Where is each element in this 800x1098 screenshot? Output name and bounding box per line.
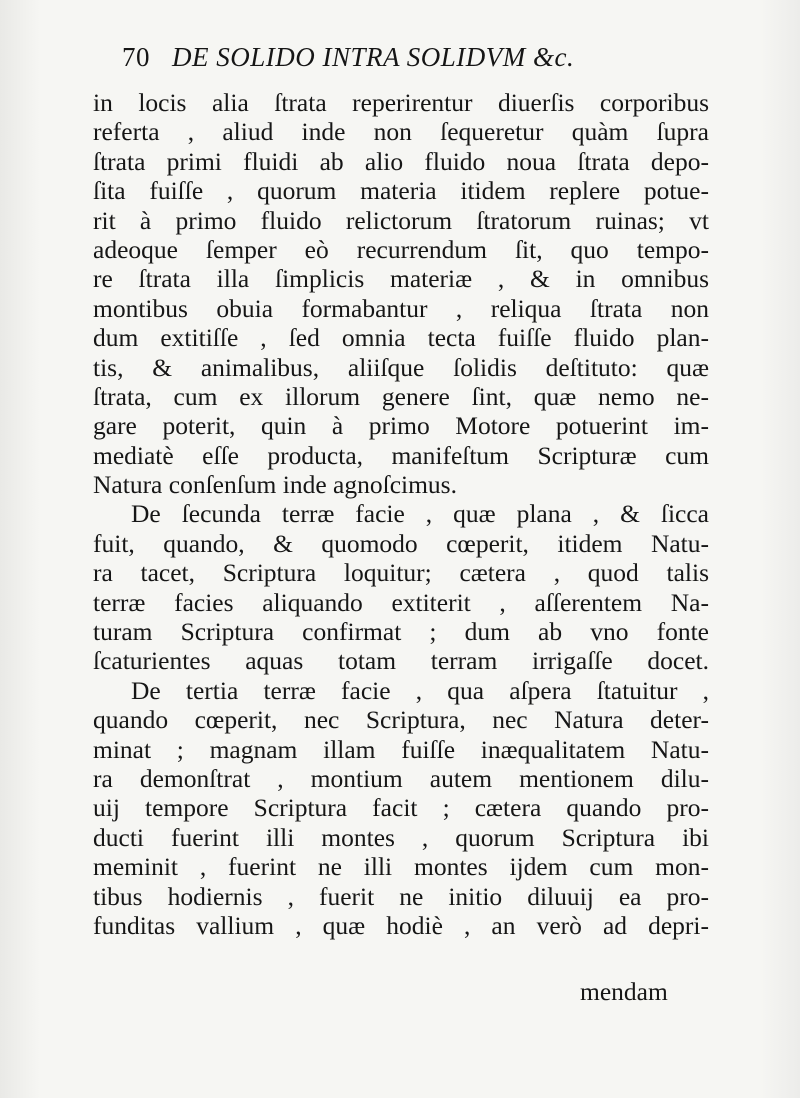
text-line: tis, & animalibus, aliiſque ſolidis deſtituto: quæ — [93, 352, 709, 382]
text-line: Natura conſenſum inde agnoſcimus. — [93, 470, 457, 500]
text-line: rit à primo fluido relictorum ſtratorum ruinas; vt — [93, 205, 709, 235]
text-line: ducti fuerint illi montes , quorum Scriptura ibi — [93, 822, 709, 852]
text-line: fuit, quando, & quomodo cœperit, itidem Natu- — [93, 528, 709, 558]
text-line: ra demonſtrat , montium autem mentionem dilu- — [93, 763, 709, 793]
text-line: De tertia terræ facie , qua aſpera ſtatuitur , — [131, 675, 709, 705]
text-line: adeoque ſemper eò recurrendum ſit, quo tempo- — [93, 234, 709, 264]
text-line: quando cœperit, nec Scriptura, nec Natura deter- — [93, 705, 709, 735]
catchword: mendam — [580, 977, 668, 1006]
text-line: turam Scriptura confirmat ; dum ab vno fonte — [93, 617, 709, 647]
text-line: De ſecunda terræ facie , quæ plana , & ſicca — [131, 499, 709, 529]
text-line: uij tempore Scriptura facit ; cætera quando pro- — [93, 793, 709, 823]
running-head — [122, 42, 722, 82]
text-line: terræ facies aliquando extiterit , aſſerentem Na- — [93, 587, 709, 617]
text-line: ſtrata primi fluidi ab alio fluido noua ſtrata depo- — [93, 146, 709, 176]
text-line: referta , aliud inde non ſequeretur quàm ſupra — [93, 117, 709, 147]
text-line: funditas vallium , quæ hodiè , an verò ad depri- — [93, 910, 709, 940]
text-line: in locis alia ſtrata reperirentur diuerſis corporibus — [93, 88, 709, 117]
text-line: ra tacet, Scriptura loquitur; cætera , quod talis — [93, 558, 709, 588]
text-line: ſtrata, cum ex illorum genere ſint, quæ nemo ne- — [93, 381, 709, 411]
body-text — [93, 88, 709, 940]
text-line: mediatè eſſe producta, manifeſtum Scripturæ cum — [93, 440, 709, 470]
page-number: 70 — [122, 42, 150, 72]
text-line: ſita fuiſſe , quorum materia itidem replere potue- — [93, 176, 709, 206]
text-line: tibus hodiernis , fuerit ne initio diluuij ea pro- — [93, 881, 709, 911]
text-line: re ſtrata illa ſimplicis materiæ , & in omnibus — [93, 264, 709, 294]
text-line: meminit , fuerint ne illi montes ijdem cum mon- — [93, 852, 709, 882]
text-line: dum extitiſſe , ſed omnia tecta fuiſſe fluido plan- — [93, 323, 709, 353]
text-line: ſcaturientes aquas totam terram irrigaſſe docet. — [93, 646, 709, 676]
text-line: montibus obuia formabantur , reliqua ſtrata non — [93, 293, 709, 323]
text-line: minat ; magnam illam fuiſſe inæqualitatem Natu- — [93, 734, 709, 764]
running-title: DE SOLIDO INTRA SOLIDVM &c. — [172, 42, 575, 72]
text-line: gare poterit, quin à primo Motore potuerint im- — [93, 411, 709, 441]
